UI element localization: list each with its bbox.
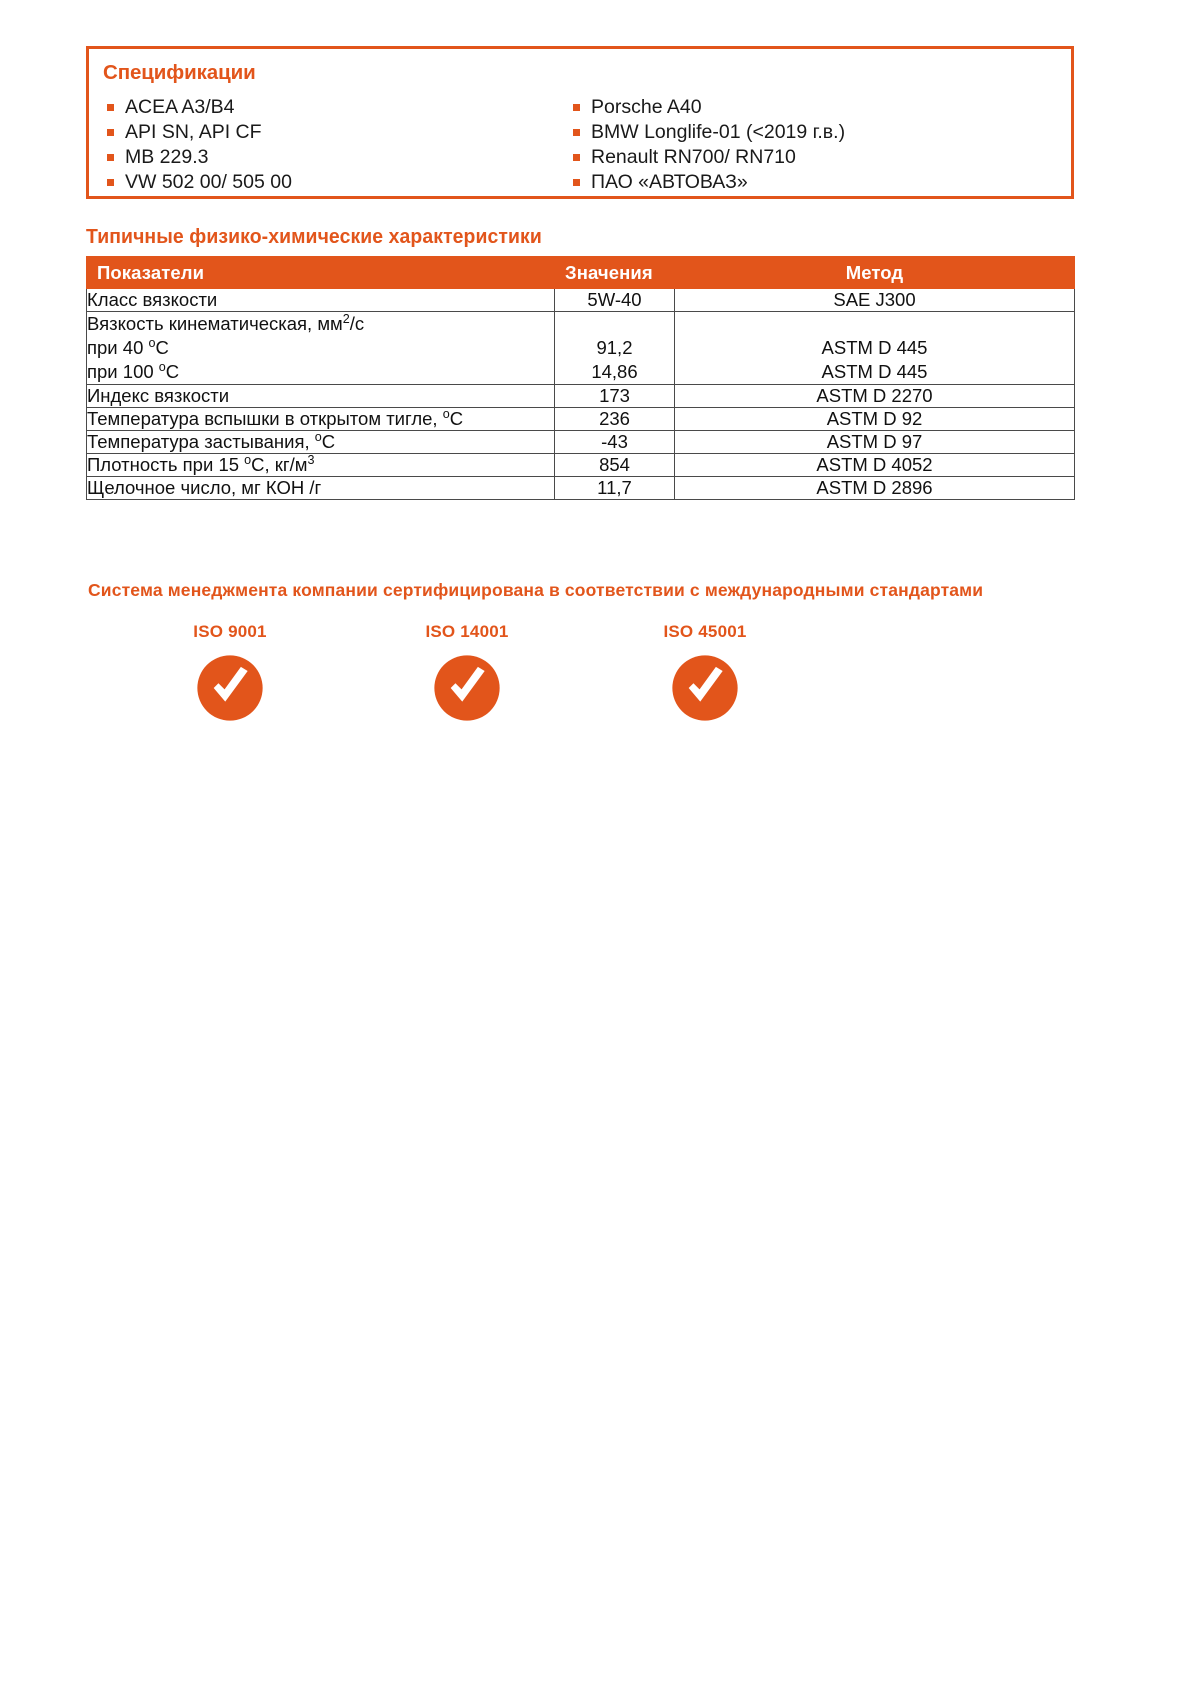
text-fragment: C <box>165 361 180 382</box>
cell-method-line1: ASTM D 445 <box>821 337 928 358</box>
certification-badges <box>150 622 850 742</box>
specification-label: MB 229.3 <box>125 145 209 168</box>
bullet-square-icon <box>107 104 114 111</box>
specification-label: API SN, API CF <box>125 120 262 143</box>
certification-badge-iso-9001 <box>150 622 310 722</box>
cell-method <box>675 312 1075 385</box>
cell-value: -43 <box>555 431 675 454</box>
cell-method: ASTM D 2270 <box>675 385 1075 408</box>
cell-indicator: Класс вязкости <box>87 289 555 312</box>
specifications-box <box>86 46 1074 199</box>
badge-label: ISO 14001 <box>425 622 509 641</box>
cell-indicator-line3 <box>87 360 554 384</box>
list-item <box>573 170 1043 195</box>
bullet-square-icon <box>107 129 114 136</box>
cell-indicator-line1 <box>87 312 554 336</box>
specifications-column-right <box>573 95 1043 195</box>
cell-method-line2: ASTM D 445 <box>821 361 928 382</box>
degree-symbol: o <box>148 335 156 350</box>
certification-badge-iso-45001 <box>625 622 785 722</box>
specifications-column-left <box>107 95 573 195</box>
cell-indicator <box>87 312 555 385</box>
badge-label: ISO 9001 <box>193 622 267 641</box>
column-header-indicator: Показатели <box>87 257 555 289</box>
list-item <box>107 170 573 195</box>
cell-method: SAE J300 <box>675 289 1075 312</box>
check-circle-icon <box>433 654 501 722</box>
table-row <box>87 408 1075 431</box>
bullet-square-icon <box>573 129 580 136</box>
cell-indicator: Индекс вязкости <box>87 385 555 408</box>
cell-value: 11,7 <box>555 477 675 500</box>
specification-label: ACEA A3/B4 <box>125 95 235 118</box>
superscript: 2 <box>342 311 350 326</box>
column-header-value: Значения <box>555 257 675 289</box>
text-fragment: Вязкость кинематическая, мм <box>87 313 343 334</box>
bullet-square-icon <box>573 104 580 111</box>
list-item <box>107 120 573 145</box>
specification-label: ПАО «АВТОВАЗ» <box>591 170 748 193</box>
bullet-square-icon <box>573 154 580 161</box>
cell-value-line2: 14,86 <box>591 361 638 382</box>
specification-label: VW 502 00/ 505 00 <box>125 170 292 193</box>
specification-label: Porsche A40 <box>591 95 702 118</box>
table-row <box>87 454 1075 477</box>
list-item <box>107 145 573 170</box>
cell-indicator: Щелочное число, мг КОН /г <box>87 477 555 500</box>
degree-symbol: o <box>158 359 166 374</box>
properties-section-heading: Типичные физико-химические характеристики <box>86 226 542 248</box>
text-fragment: C <box>321 431 336 452</box>
table-row <box>87 431 1075 454</box>
certification-heading: Система менеджмента компании сертифицирована в соответствии с международными стандартами <box>88 580 984 600</box>
text-fragment: Температура вспышки в открытом тигле, <box>87 408 443 429</box>
cell-indicator <box>87 408 555 431</box>
cell-method: ASTM D 97 <box>675 431 1075 454</box>
cell-method: ASTM D 92 <box>675 408 1075 431</box>
cell-value: 5W-40 <box>555 289 675 312</box>
text-fragment: C <box>449 408 464 429</box>
list-item <box>107 95 573 120</box>
badge-label: ISO 45001 <box>663 622 747 641</box>
properties-table <box>86 256 1075 500</box>
cell-method: ASTM D 2896 <box>675 477 1075 500</box>
text-fragment: /с <box>349 313 365 334</box>
text-fragment: C <box>155 337 169 358</box>
degree-symbol: o <box>442 406 450 421</box>
table-header-row <box>87 257 1075 289</box>
bullet-square-icon <box>107 179 114 186</box>
cell-value: 236 <box>555 408 675 431</box>
degree-symbol: o <box>244 452 252 467</box>
table-row <box>87 385 1075 408</box>
cell-indicator <box>87 454 555 477</box>
table-row <box>87 289 1075 312</box>
list-item <box>573 145 1043 170</box>
column-header-method: Метод <box>675 257 1075 289</box>
text-fragment: Температура застывания, <box>87 431 315 452</box>
specification-label: BMW Longlife-01 (<2019 г.в.) <box>591 120 846 143</box>
cell-value: 854 <box>555 454 675 477</box>
bullet-square-icon <box>107 154 114 161</box>
cell-value-line1: 91,2 <box>596 337 633 358</box>
text-fragment: при 100 <box>87 361 159 382</box>
cell-indicator <box>87 431 555 454</box>
degree-symbol: o <box>314 429 322 444</box>
properties-table-wrap <box>86 256 1074 500</box>
cell-method: ASTM D 4052 <box>675 454 1075 477</box>
specifications-title: Спецификации <box>103 61 256 84</box>
superscript: 3 <box>307 452 315 467</box>
check-circle-icon <box>196 654 264 722</box>
cell-value: 173 <box>555 385 675 408</box>
cell-value <box>555 312 675 385</box>
certification-badge-iso-14001 <box>387 622 547 722</box>
cell-indicator-line2 <box>87 336 554 360</box>
check-circle-icon <box>671 654 739 722</box>
bullet-square-icon <box>573 179 580 186</box>
text-fragment: Плотность при 15 <box>87 454 245 475</box>
list-item <box>573 120 1043 145</box>
list-item <box>573 95 1043 120</box>
table-row <box>87 477 1075 500</box>
text-fragment: при 40 <box>87 337 149 358</box>
text-fragment: C, кг/м <box>251 454 308 475</box>
specifications-columns <box>89 85 1071 195</box>
table-row <box>87 312 1075 385</box>
specification-label: Renault RN700/ RN710 <box>591 145 796 168</box>
